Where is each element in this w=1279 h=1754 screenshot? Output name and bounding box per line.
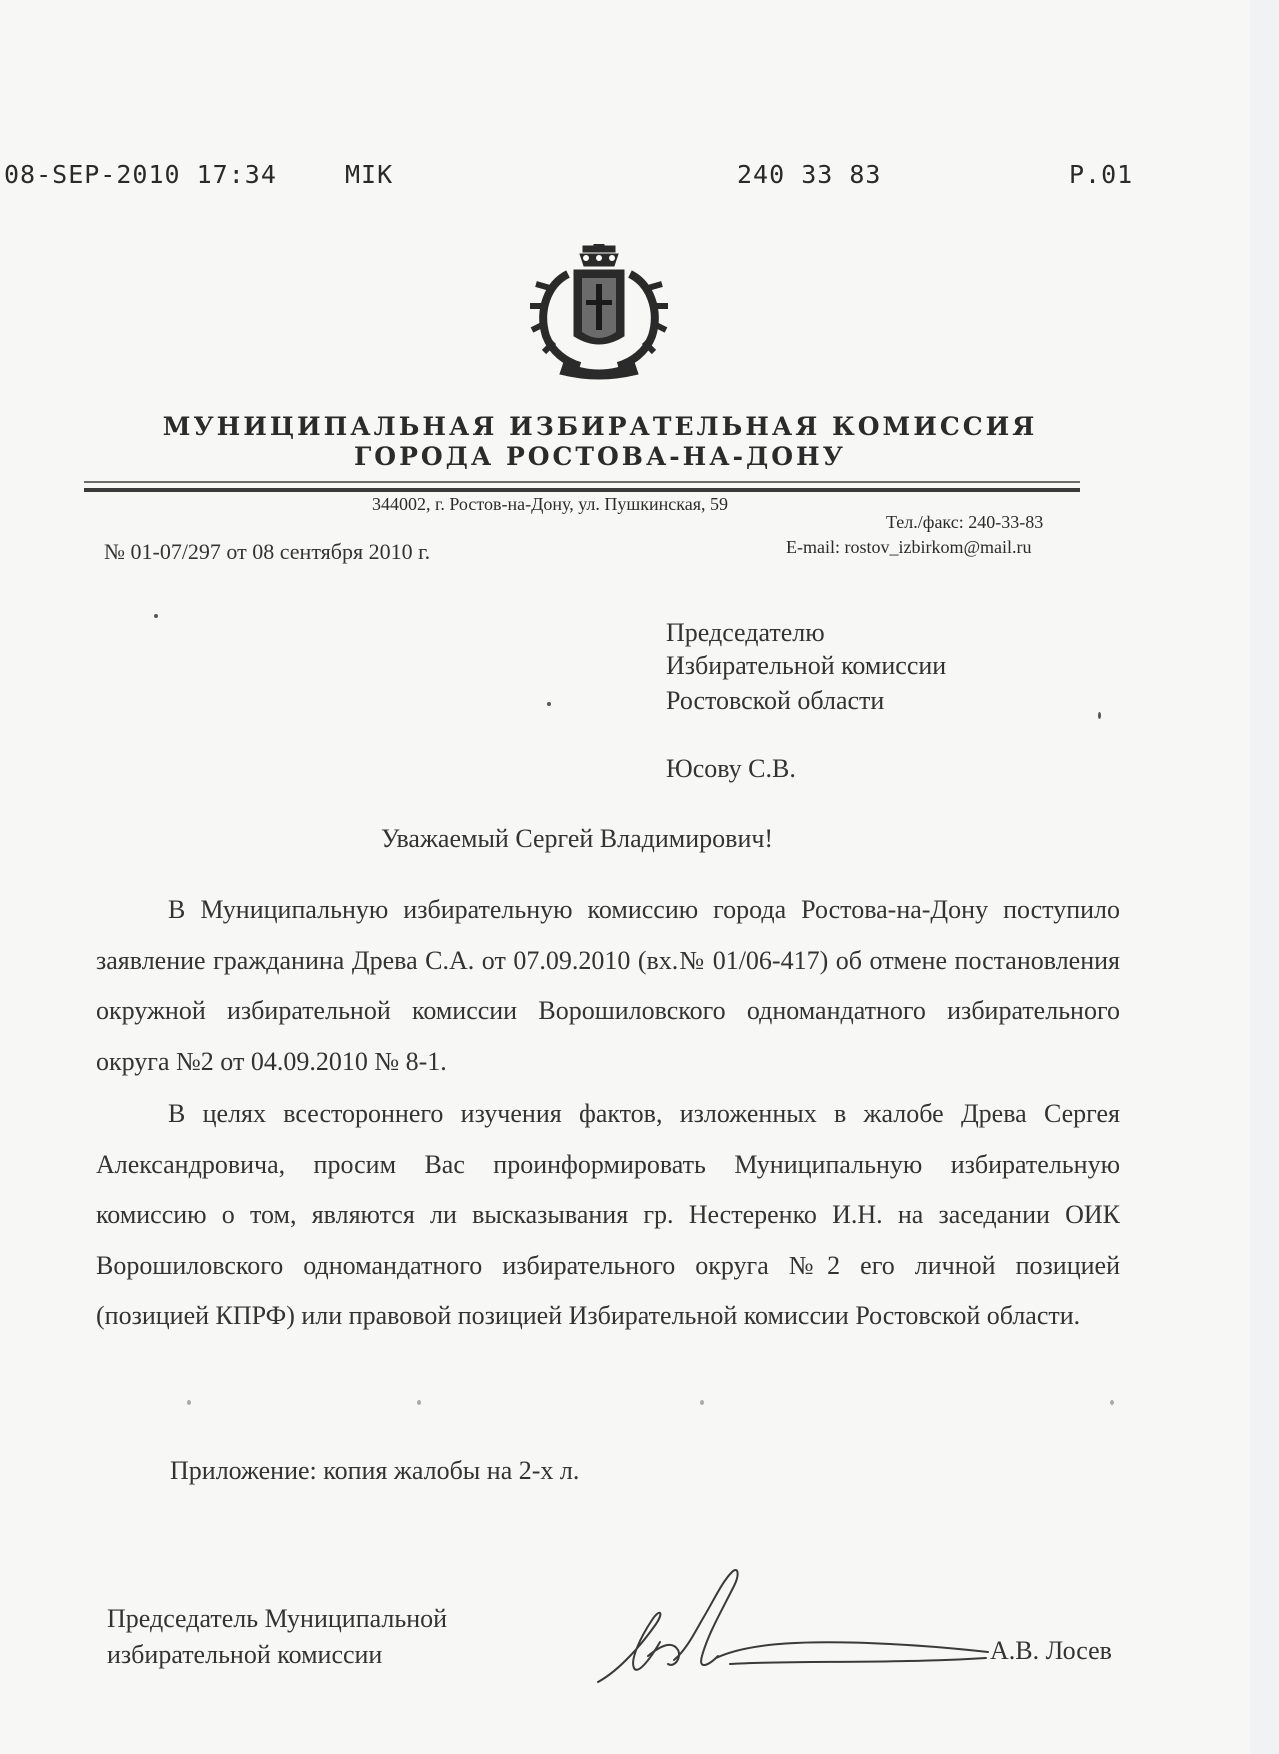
handwritten-signature-icon <box>590 1560 990 1690</box>
fax-number: 240 33 83 <box>737 160 882 189</box>
letterhead-divider-thin <box>84 481 1080 483</box>
addressee-name: Юсову С.В. <box>666 754 796 783</box>
fax-sender: MIK <box>345 160 394 189</box>
body-paragraph-2: В целях всестороннего изучения фактов, изложенных в жалобе Древа Сергея Александровича, просим Вас проинформировать Муниципальную избирательную комиссию о том, являются ли высказывания гр. Нестеренко И.Н. на заседании ОИК Ворошиловского одномандатного избирательного округа №2 его личной позицией (позицией КПРФ) или правовой позицией Избирательной комиссии Ростовской области. <box>96 1099 1120 1330</box>
org-email: E-mail: rostov_izbirkom@mail.ru <box>786 537 1032 557</box>
scan-speck <box>417 1400 421 1405</box>
outgoing-reference: № 01-07/297 от 08 сентября 2010 г. <box>104 539 431 564</box>
scan-speck <box>1110 1400 1114 1405</box>
fax-timestamp: 08-SEP-2010 17:34 <box>4 160 277 189</box>
org-name-line1: МУНИЦИПАЛЬНАЯ ИЗБИРАТЕЛЬНАЯ КОМИССИЯ <box>162 412 1038 441</box>
attachment-note: Приложение: копия жалобы на 2-х л. <box>170 1456 580 1485</box>
addressee-line2: Избирательной комиссии <box>666 651 947 680</box>
scan-speck <box>187 1400 191 1405</box>
org-phone: Тел./факс: 240-33-83 <box>886 512 1044 532</box>
addressee-line3: Ростовской области <box>666 686 885 715</box>
scan-speck <box>1098 712 1101 719</box>
org-address: 344002, г. Ростов-на-Дону, ул. Пушкинская, 59 <box>372 494 728 514</box>
fax-page: P.01 <box>1069 160 1134 189</box>
scan-speck <box>154 614 158 618</box>
signatory-title-line1: Председатель Муниципальной <box>107 1604 448 1633</box>
rostov-coat-of-arms-icon <box>528 244 670 382</box>
letterhead-divider <box>84 488 1080 492</box>
body-paragraph-1: В Муниципальную избирательную комиссию города Ростова-на-Дону поступило заявление гражданина Древа С.А. от 07.09.2010 (вх.№ 01/06-417) об отмене постановления окружной избирательной комиссии Ворошиловского одномандатного избирательного округа №2 от 04.09.2010 № 8-1. <box>96 895 1120 1076</box>
org-name-line2: ГОРОДА РОСТОВА-НА-ДОНУ <box>354 442 846 471</box>
signatory-name: А.В. Лосев <box>990 1636 1112 1665</box>
scan-speck <box>547 702 551 706</box>
salutation: Уважаемый Сергей Владимирович! <box>381 824 774 853</box>
addressee-line1: Председателю <box>666 618 825 647</box>
page-edge <box>1250 0 1279 1754</box>
scan-speck <box>700 1400 704 1405</box>
signatory-title-line2: избирательной комиссии <box>107 1640 383 1669</box>
